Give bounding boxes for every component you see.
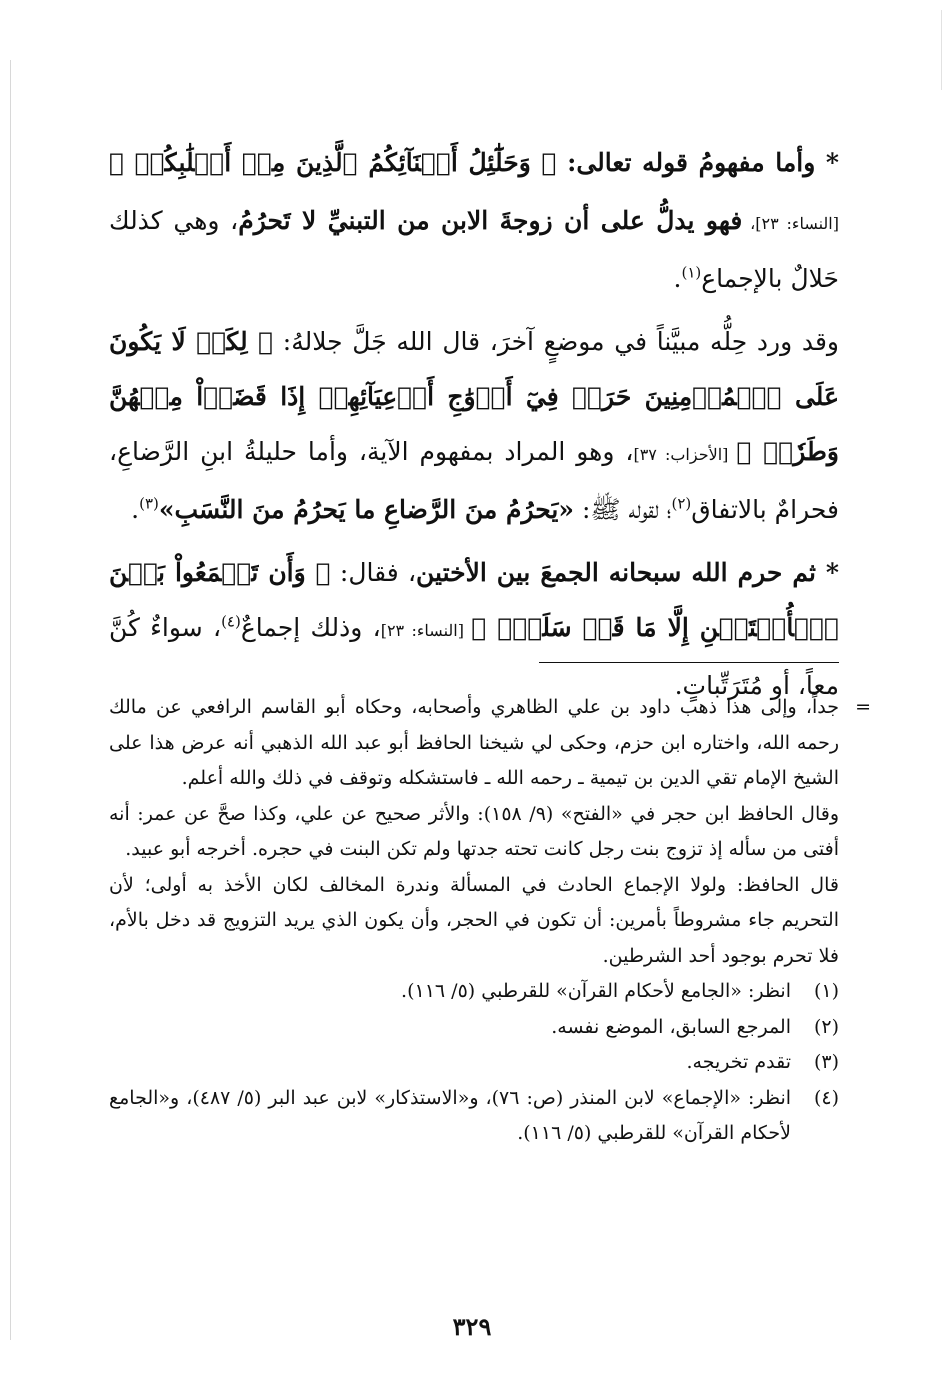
paragraph-text: ؛ لقوله ﷺ: bbox=[574, 495, 672, 524]
paragraph-text: ، وهي كذلك حَلالٌ بالإجماع bbox=[109, 206, 839, 293]
paragraph-text: ، سواءٌ كُنَّ معاً، أو مُتَرَتِّباتٍ. bbox=[109, 613, 839, 700]
verse-reference: [النساء: ٢٣] bbox=[380, 621, 472, 640]
main-text-body bbox=[109, 135, 839, 721]
footnote-ref-4: (٤) bbox=[221, 612, 241, 631]
paragraph-end: . bbox=[673, 264, 682, 293]
footnote-item bbox=[109, 974, 839, 1010]
paragraph-star: * bbox=[815, 148, 839, 177]
paragraph-text: ، وذلك إجماعٌ bbox=[240, 613, 381, 642]
paragraph-intro: وأما مفهومُ قوله تعالى: bbox=[556, 148, 816, 177]
footnote-text: انظر: «الجامع لأحكام القرآن» للقرطبي (٥/ ١١٦). bbox=[401, 980, 791, 1002]
footnote-continuation-paragraph: وقال الحافظ ابن حجر في «الفتح» (٩/ ١٥٨): والأثر صحيح عن علي، وكذا صحَّ عن عمر: أنه أفتى من سأله إذ تزوج بنت رجل كانت تحته جدتها ولم تكن البنت في حجره. أخرجه أبو عبيد. bbox=[109, 802, 839, 860]
quran-verse: ﴿ وَحَلَٰٓئِلُ أَبۡنَآئِكُمُ ٱلَّذِينَ مِنۡ أَصۡلَٰبِكُمۡ ﴾ bbox=[109, 148, 557, 177]
footnote-continuation bbox=[109, 690, 871, 974]
footnote-number: (٤) bbox=[813, 1086, 839, 1109]
paragraph-text: ، فقال: bbox=[330, 558, 417, 587]
paragraph-heading: ثم حرم الله سبحانه الجمعَ بين الأختين bbox=[416, 558, 816, 587]
continuation-marker: = bbox=[855, 696, 871, 718]
paragraph-end: . bbox=[131, 495, 140, 524]
footnote-continuation-paragraph: جداً، وإلى هذا ذهب داود بن علي الظاهري وأصحابه، وحكاه أبو القاسم الرافعي عن مالك رحمه الله، واختاره ابن حزم، وحكى لي شيخنا الحافظ أبو عبد الله الذهبي أنه عرض هذا على الشيخ الإمام تقي الدين بن تيمية ـ رحمه الله ـ فاستشكله وتوقف في ذلك والله أعلم. bbox=[109, 696, 839, 789]
footnote-text: المرجع السابق، الموضع نفسه. bbox=[551, 1015, 791, 1038]
footnote-ref-3: (٣) bbox=[139, 494, 159, 513]
quran-verse: ﴿ وَأَن تَجۡمَعُواْ بَيۡنَ ٱلۡأُخۡتَيۡنِ إِلَّا مَا قَدۡ سَلَفَۚ ﴾ bbox=[109, 558, 839, 642]
ruling-text: فهو يدلُّ على أن زوجةَ الابن من التبنيِّ لا تَحرُمُ bbox=[238, 206, 743, 235]
paragraph-3 bbox=[109, 545, 839, 713]
hadith-quote: «يَحرُمُ منَ الرَّضاعِ ما يَحرُمُ منَ النَّسَبِ» bbox=[158, 495, 574, 524]
footnote-number: (٣) bbox=[813, 1051, 839, 1073]
footnote-text: تقدم تخريجه. bbox=[686, 1051, 791, 1073]
verse-reference: [الأحزاب: ٣٧] bbox=[633, 445, 737, 464]
footnote-number: (٢) bbox=[813, 1015, 839, 1038]
verse-reference: [النساء: ٢٣]، bbox=[742, 214, 839, 233]
paragraph-intro: وقد ورد حِلُّه مبيَّناً في موضعٍ آخرَ، قال الله جَلَّ جلالهُ: bbox=[273, 327, 839, 356]
footnote-ref-2: (٢) bbox=[671, 494, 692, 513]
footnote-ref-1: (١) bbox=[681, 263, 702, 282]
paragraph-2 bbox=[109, 314, 839, 537]
footnote-item bbox=[109, 1045, 839, 1081]
page-edge-shadow bbox=[10, 60, 11, 1340]
footnote-continuation-paragraph: قال الحافظ: ولولا الإجماع الحادث في المسألة وندرة المخالف لكان الأخذ به أولى؛ لأن التحريم جاء مشروطاً بأمرين: أن تكون في الحجر، وأن يكون الذي يريد التزويج قد دخل بالأم، فلا تحرم بوجود أحد الشرطين. bbox=[109, 873, 839, 967]
footnote-divider bbox=[539, 662, 839, 663]
quran-verse: ﴿ لِكَيۡ لَا يَكُونَ عَلَى ٱلۡمُؤۡمِنِينَ حَرَجٞ فِيٓ أَزۡوَٰجِ أَدۡعِيَآئِهِمۡ إِذَا قَضَوۡاْ مِنۡهُنَّ وَطَرٗاۚ ﴾ bbox=[109, 327, 839, 466]
paragraph-text: ، وهو المراد بمفهوم الآية، وأما حليلةُ ابنِ الرَّضاعِ، فحرامٌ بالاتفاق bbox=[109, 437, 839, 524]
paragraph-star: * bbox=[815, 558, 839, 587]
footnote-number: (١) bbox=[813, 980, 839, 1002]
page-edge-mark bbox=[941, 10, 942, 90]
footnote-text: انظر: «الإجماع» لابن المنذر (ص: ٧٦)، و«الاستذكار» لابن عبد البر (٥/ ٤٨٧)، و«الجامع لأحكام القرآن» للقرطبي (٥/ ١١٦). bbox=[109, 1086, 792, 1144]
footnote-item bbox=[109, 1081, 839, 1152]
paragraph-1 bbox=[109, 135, 839, 306]
page-number: ٣٢٩ bbox=[452, 1312, 492, 1341]
footnotes-section bbox=[109, 690, 871, 1152]
footnote-item bbox=[109, 1010, 839, 1046]
